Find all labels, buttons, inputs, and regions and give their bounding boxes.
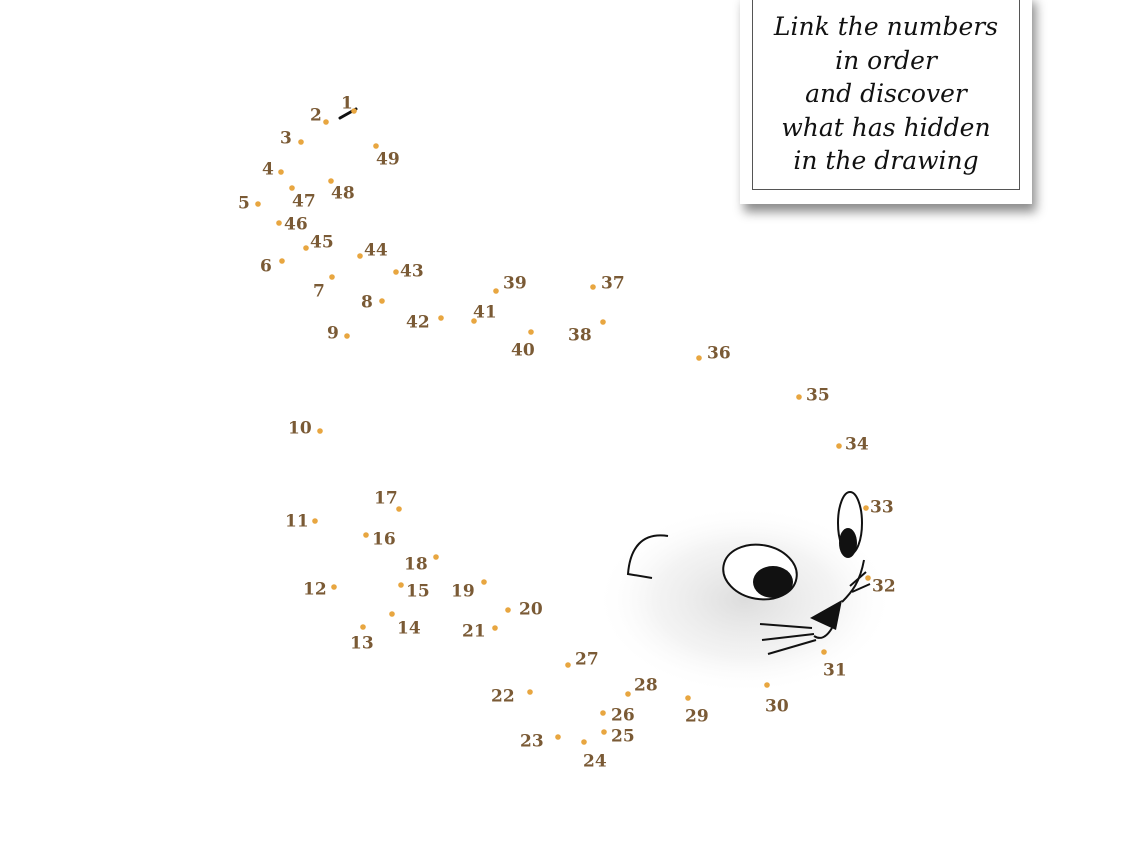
dot-25[interactable]: [601, 729, 607, 735]
dot-point-14[interactable]: [389, 611, 421, 638]
dot-point-9[interactable]: [327, 324, 350, 344]
dot-26[interactable]: [600, 710, 606, 716]
dot-28[interactable]: [625, 691, 631, 697]
dot-number-9: 9: [327, 323, 339, 344]
dot-point-39[interactable]: [493, 274, 526, 294]
dot-point-36[interactable]: [696, 344, 730, 364]
dot-31[interactable]: [821, 649, 827, 655]
dot-point-20[interactable]: [505, 600, 543, 620]
dot-number-8: 8: [361, 292, 373, 313]
dot-number-10: 10: [288, 418, 312, 439]
dot-21[interactable]: [492, 625, 498, 631]
dot-number-2: 2: [310, 105, 322, 126]
dot-number-12: 12: [303, 579, 327, 600]
dot-number-25: 25: [611, 726, 635, 747]
dot-13[interactable]: [360, 624, 366, 630]
dot-point-42[interactable]: [406, 313, 444, 333]
dot-39[interactable]: [493, 288, 499, 294]
dot-point-3[interactable]: [280, 129, 304, 149]
dot-9[interactable]: [344, 333, 350, 339]
instruction-line-3: and discover: [805, 79, 967, 109]
dot-number-44: 44: [364, 240, 388, 261]
dot-7[interactable]: [329, 274, 335, 280]
dot-number-18: 18: [404, 554, 428, 575]
dot-point-44[interactable]: [357, 241, 388, 261]
dot-18[interactable]: [433, 554, 439, 560]
dot-46[interactable]: [276, 220, 282, 226]
dot-35[interactable]: [796, 394, 802, 400]
dot-point-8[interactable]: [361, 293, 385, 313]
dot-number-36: 36: [707, 343, 731, 364]
dot-point-23[interactable]: [520, 732, 561, 752]
dot-number-22: 22: [491, 686, 515, 707]
dot-point-11[interactable]: [285, 512, 318, 532]
dot-number-19: 19: [451, 581, 475, 602]
dot-number-29: 29: [685, 706, 709, 727]
dot-3[interactable]: [298, 139, 304, 145]
dot-point-19[interactable]: [451, 579, 487, 601]
dot-10[interactable]: [317, 428, 323, 434]
instruction-line-4: what has hidden: [781, 112, 991, 142]
dot-point-43[interactable]: [393, 262, 423, 282]
dot-point-29[interactable]: [685, 695, 709, 726]
dot-19[interactable]: [481, 579, 487, 585]
instruction-line-5: in the drawing: [793, 146, 979, 176]
dot-number-1: 1: [341, 93, 353, 114]
dot-point-25[interactable]: [601, 727, 634, 747]
dot-number-26: 26: [611, 705, 635, 726]
right-eye-pupil: [839, 528, 857, 558]
dot-4[interactable]: [278, 169, 284, 175]
dot-number-15: 15: [406, 581, 430, 602]
dot-point-5[interactable]: [238, 194, 261, 214]
dot-number-37: 37: [601, 273, 625, 294]
dot-point-40[interactable]: [511, 329, 535, 360]
dot-number-28: 28: [634, 675, 658, 696]
dot-point-2[interactable]: [310, 106, 329, 126]
dot-point-15[interactable]: [398, 582, 429, 602]
dot-number-7: 7: [313, 281, 325, 302]
dot-point-46[interactable]: [276, 215, 307, 235]
dot-number-43: 43: [400, 261, 424, 282]
dot-14[interactable]: [389, 611, 395, 617]
dot-point-22[interactable]: [491, 687, 533, 707]
dot-number-49: 49: [376, 149, 400, 170]
dot-point-41[interactable]: [471, 303, 496, 324]
left-eye-pupil: [753, 566, 793, 598]
instructions-frame: [752, 0, 1020, 190]
dot-point-27[interactable]: [565, 650, 598, 670]
dot-12[interactable]: [331, 584, 337, 590]
dot-number-40: 40: [511, 340, 535, 361]
dot-8[interactable]: [379, 298, 385, 304]
dot-point-26[interactable]: [600, 706, 634, 726]
dot-point-21[interactable]: [462, 622, 498, 642]
dot-number-20: 20: [519, 599, 543, 620]
dot-point-45[interactable]: [303, 233, 333, 253]
dot-point-12[interactable]: [303, 580, 337, 600]
dot-number-6: 6: [260, 256, 272, 277]
dot-34[interactable]: [836, 443, 842, 449]
dot-42[interactable]: [438, 315, 444, 321]
dot-27[interactable]: [565, 662, 571, 668]
dot-44[interactable]: [357, 253, 363, 259]
dot-number-11: 11: [285, 511, 309, 532]
dot-30[interactable]: [764, 682, 770, 688]
dot-number-24: 24: [583, 751, 607, 772]
dot-43[interactable]: [393, 269, 399, 275]
dot-36[interactable]: [696, 355, 702, 361]
dot-number-23: 23: [520, 731, 544, 752]
dot-16[interactable]: [363, 532, 369, 538]
dot-point-47[interactable]: [289, 185, 315, 211]
dot-number-16: 16: [372, 529, 396, 550]
dot-6[interactable]: [279, 258, 285, 264]
dot-number-34: 34: [845, 434, 869, 455]
dot-number-42: 42: [406, 312, 430, 333]
dot-number-38: 38: [568, 325, 592, 346]
dot-point-28[interactable]: [625, 676, 657, 697]
dot-number-17: 17: [374, 488, 398, 509]
dot-point-49[interactable]: [373, 143, 399, 169]
dot-37[interactable]: [590, 284, 596, 290]
dot-number-14: 14: [397, 618, 421, 639]
dot-point-7[interactable]: [313, 274, 335, 301]
dot-point-4[interactable]: [262, 160, 284, 180]
dot-11[interactable]: [312, 518, 318, 524]
dot-number-3: 3: [280, 128, 292, 149]
dot-point-33[interactable]: [863, 498, 893, 518]
dot-point-18[interactable]: [404, 554, 439, 574]
dot-15[interactable]: [398, 582, 404, 588]
instructions-card: [740, 0, 1032, 204]
dot-point-35[interactable]: [796, 386, 829, 406]
instruction-line-2: in order: [835, 45, 937, 75]
dot-number-4: 4: [262, 159, 274, 180]
dot-point-16[interactable]: [363, 530, 395, 550]
dot-number-41: 41: [473, 302, 497, 323]
dot-number-27: 27: [575, 649, 599, 670]
dot-point-6[interactable]: [260, 257, 285, 277]
dot-number-47: 47: [292, 191, 316, 212]
dot-number-5: 5: [238, 193, 250, 214]
dot-45[interactable]: [303, 245, 309, 251]
dot-2[interactable]: [323, 119, 329, 125]
dot-number-13: 13: [350, 633, 374, 654]
dot-38[interactable]: [600, 319, 606, 325]
dot-point-1[interactable]: [341, 94, 357, 114]
instructions-text: [774, 10, 998, 178]
dot-number-46: 46: [284, 214, 308, 235]
dot-number-32: 32: [872, 576, 896, 597]
instruction-line-1: Link the numbers: [773, 12, 999, 42]
dot-33[interactable]: [863, 505, 869, 511]
dot-point-13[interactable]: [350, 624, 374, 653]
dot-point-34[interactable]: [836, 435, 869, 455]
dot-number-48: 48: [331, 183, 355, 204]
dot-23[interactable]: [555, 734, 561, 740]
dot-number-31: 31: [823, 660, 847, 681]
dot-number-39: 39: [503, 273, 527, 294]
dot-point-48[interactable]: [328, 178, 354, 203]
dot-point-24[interactable]: [581, 739, 607, 771]
seal-face-drawing: [595, 492, 895, 695]
dot-29[interactable]: [685, 695, 691, 701]
dot-49[interactable]: [373, 143, 379, 149]
dot-number-35: 35: [806, 385, 830, 406]
dot-40[interactable]: [528, 329, 534, 335]
dot-24[interactable]: [581, 739, 587, 745]
dot-22[interactable]: [527, 689, 533, 695]
dot-5[interactable]: [255, 201, 261, 207]
dot-number-21: 21: [462, 621, 486, 642]
dot-point-10[interactable]: [288, 419, 323, 439]
dot-32[interactable]: [865, 575, 871, 581]
dot-number-45: 45: [310, 232, 334, 253]
dot-point-37[interactable]: [590, 274, 624, 294]
dot-number-33: 33: [870, 497, 894, 518]
dot-number-30: 30: [765, 696, 789, 717]
dot-point-17[interactable]: [374, 489, 402, 512]
dot-47[interactable]: [289, 185, 295, 191]
dot-point-38[interactable]: [568, 319, 606, 345]
dot-20[interactable]: [505, 607, 511, 613]
